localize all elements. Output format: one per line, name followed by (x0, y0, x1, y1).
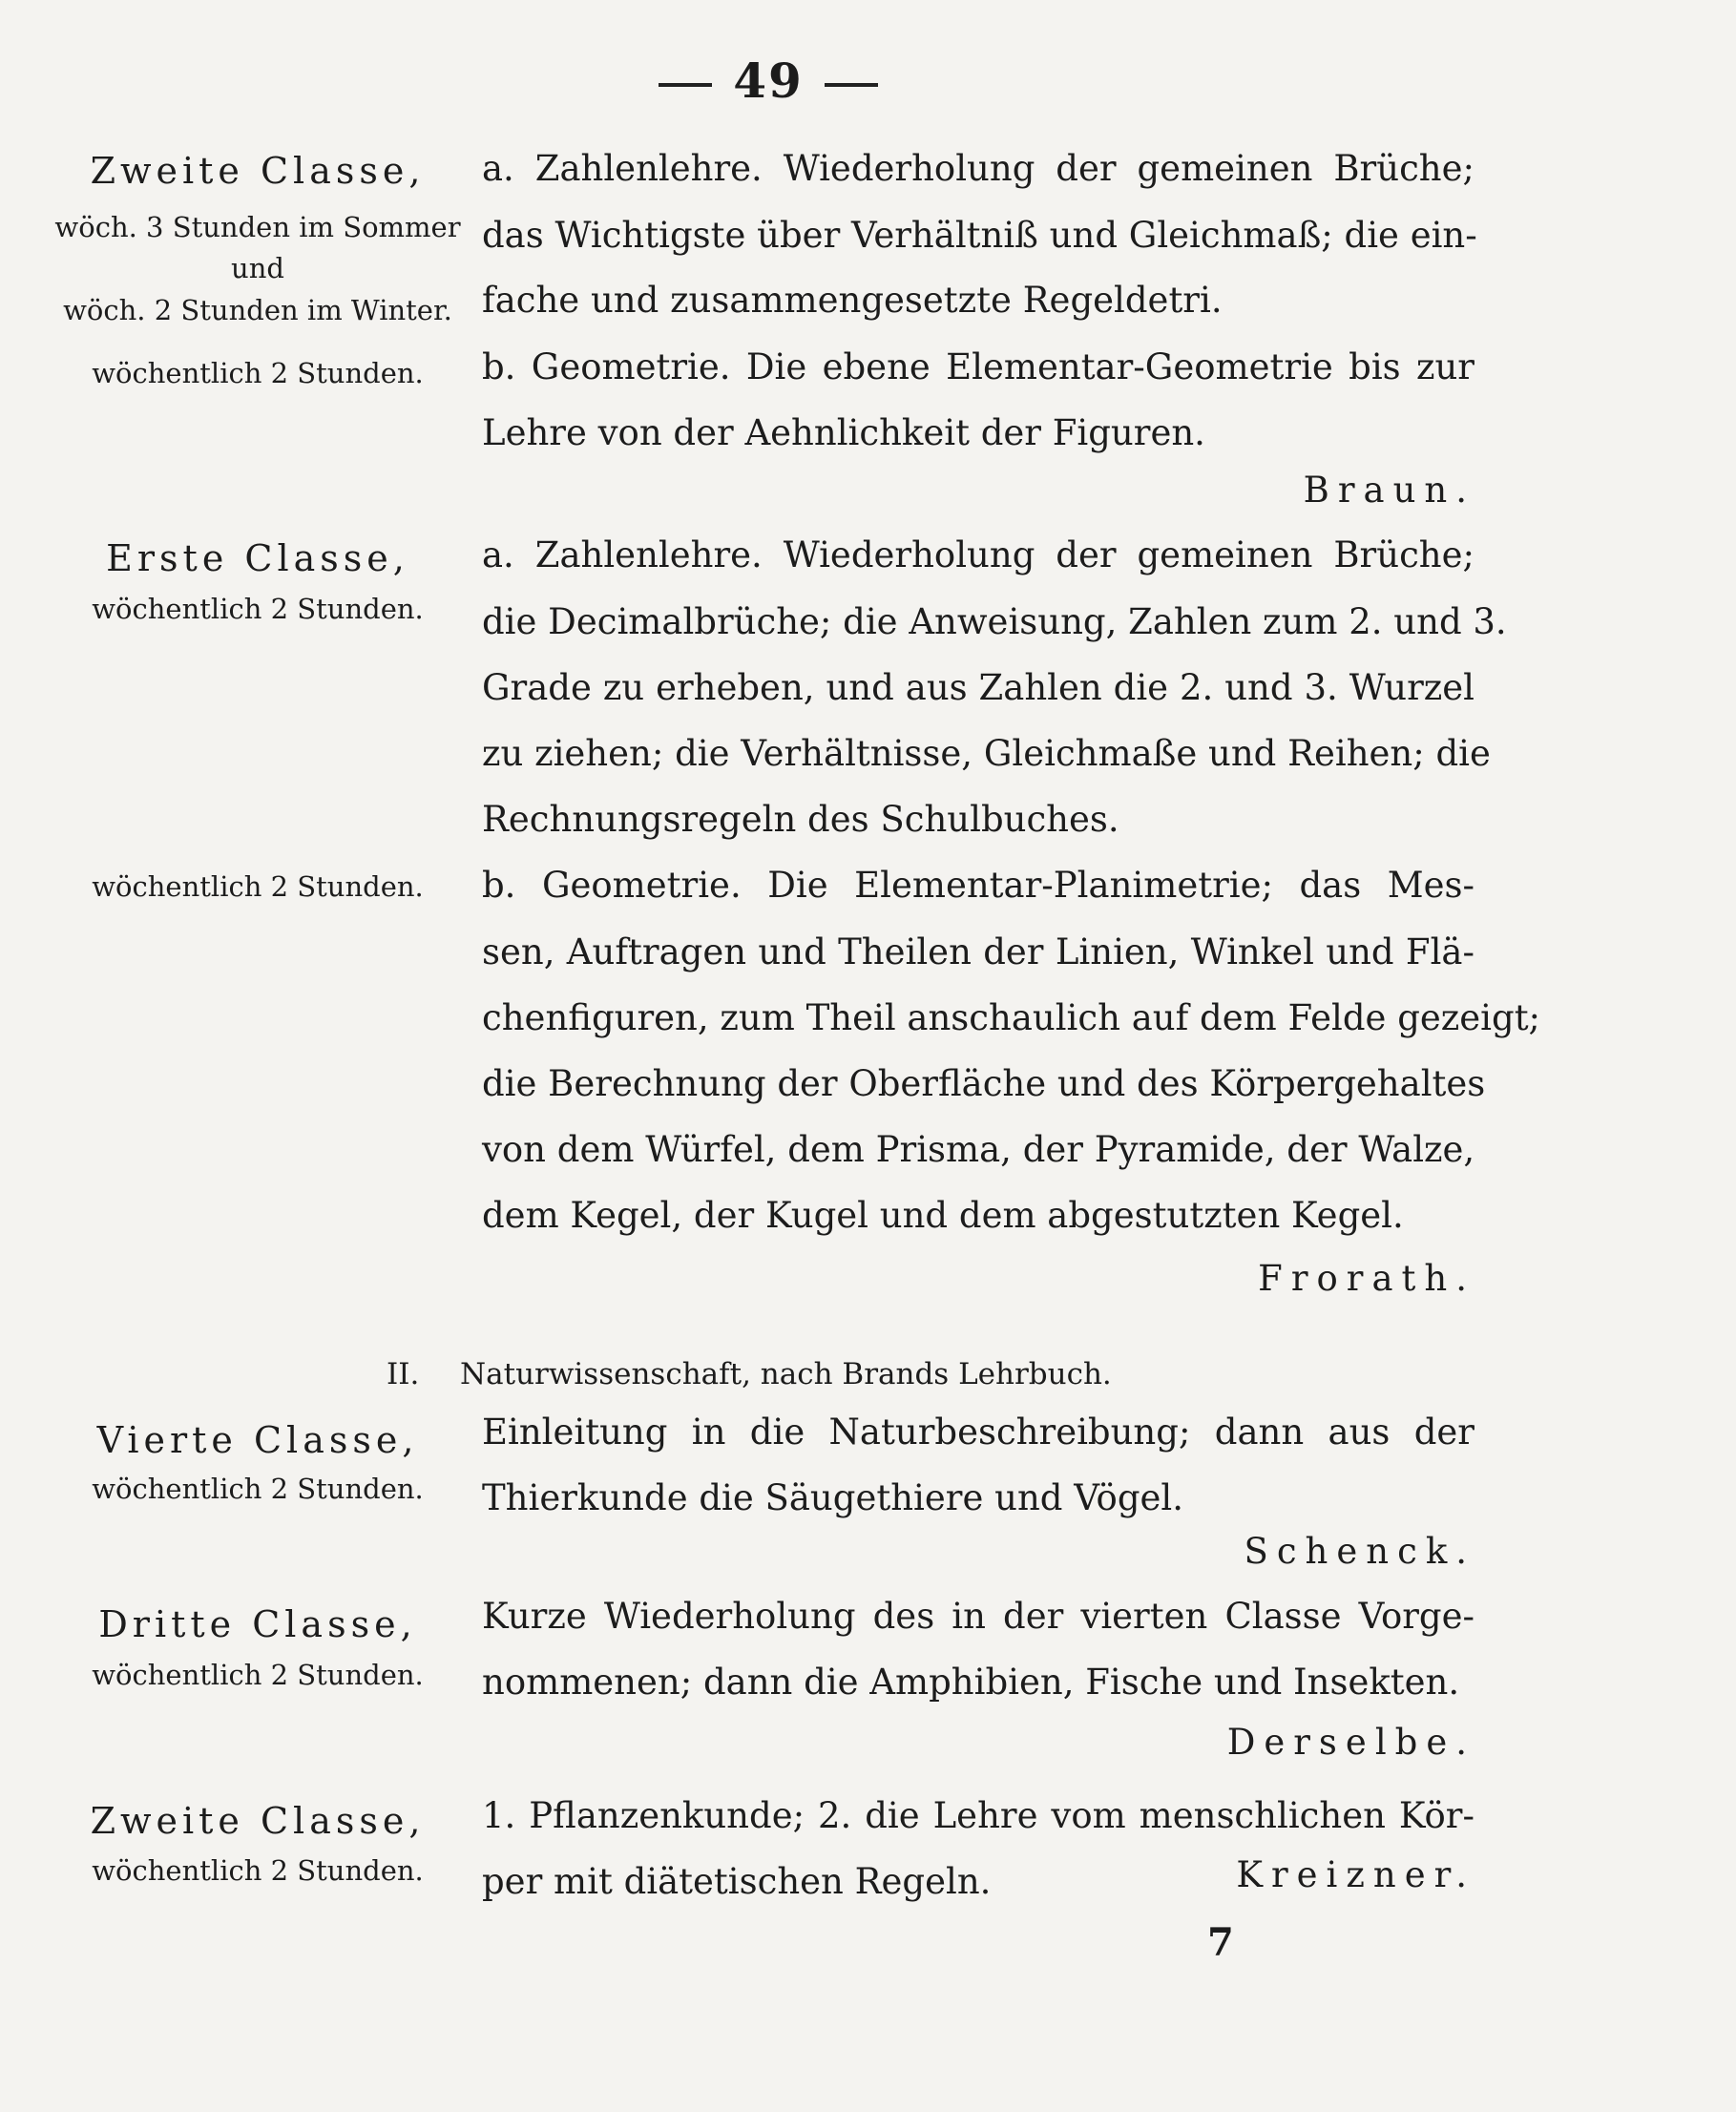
teacher-signature: Frorath. (1258, 1258, 1475, 1299)
schedule-note: und (231, 252, 284, 284)
text-line: Lehre von der Aehnlichkeit der Figuren. (482, 412, 1205, 453)
text-line: die Decimalbrüche; die Anweisung, Zahlen zum 2. und 3. (482, 601, 1507, 642)
class-title: Zweite Classe, (90, 1800, 426, 1842)
text-line: dem Kegel, der Kugel und dem abgestutzten Kegel. (482, 1195, 1404, 1236)
text-line: die Berechnung der Oberfläche und des Körpergehaltes (482, 1063, 1486, 1104)
text-line: per mit diätetischen Regeln. (482, 1861, 992, 1902)
text-line: sen, Auftragen und Theilen der Linien, Winkel und Flä- (482, 931, 1475, 972)
text-line: a. Zahlenlehre. Wiederholung der gemeinen Brüche; (482, 148, 1475, 189)
text-line: Rechnungsregeln des Schulbuches. (482, 799, 1119, 840)
schedule-note: wöch. 2 Stunden im Winter. (63, 294, 452, 326)
schedule-note: wöchentlich 2 Stunden. (92, 357, 424, 389)
schedule-note: wöchentlich 2 Stunden. (92, 1854, 424, 1887)
page-header (625, 52, 911, 109)
page-number: 49 (733, 52, 804, 109)
schedule-note: wöchentlich 2 Stunden. (92, 1473, 424, 1505)
section-numeral: II. (387, 1357, 420, 1391)
schedule-note: wöchentlich 2 Stunden. (92, 1659, 424, 1691)
text-line: Kurze Wiederholung des in der vierten Classe Vorge- (482, 1596, 1475, 1637)
signature-mark: 7 (1207, 1920, 1234, 1965)
text-line: b. Geometrie. Die ebene Elementar-Geometrie bis zur (482, 346, 1475, 387)
schedule-note: wöchentlich 2 Stunden. (92, 593, 424, 625)
text-line: von dem Würfel, dem Prisma, der Pyramide, der Walze, (482, 1129, 1475, 1170)
teacher-signature: Derselbe. (1226, 1722, 1475, 1763)
class-title: Dritte Classe, (98, 1603, 417, 1645)
text-line: a. Zahlenlehre. Wiederholung der gemeinen Brüche; (482, 534, 1475, 575)
schedule-note: wöch. 3 Stunden im Sommer (54, 211, 461, 243)
text-line: Einleitung in die Naturbeschreibung; dann aus der (482, 1411, 1475, 1453)
text-line: das Wichtigste über Verhältniß und Gleichmaß; die ein- (482, 215, 1477, 256)
text-line: chenfiguren, zum Theil anschaulich auf dem Felde gezeigt; (482, 997, 1541, 1038)
header-dash-right (825, 83, 878, 87)
teacher-signature: Braun. (1303, 470, 1475, 511)
text-line: fache und zusammengesetzte Regeldetri. (482, 280, 1223, 321)
section-heading: Naturwissenschaft, nach Brands Lehrbuch. (460, 1357, 1112, 1391)
text-line: Thierkunde die Säugethiere und Vögel. (482, 1477, 1183, 1518)
class-title: Erste Classe, (106, 537, 409, 579)
text-line: Grade zu erheben, und aus Zahlen die 2. und 3. Wurzel (482, 667, 1475, 708)
text-line: nommenen; dann die Amphibien, Fische und Insekten. (482, 1662, 1460, 1703)
class-title: Zweite Classe, (90, 150, 426, 192)
schedule-note: wöchentlich 2 Stunden. (92, 870, 424, 903)
text-line: zu ziehen; die Verhältnisse, Gleichmaße und Reihen; die (482, 733, 1491, 774)
header-dash-left (659, 83, 712, 87)
text-line: b. Geometrie. Die Elementar-Planimetrie; das Mes- (482, 865, 1475, 906)
class-title: Vierte Classe, (96, 1419, 419, 1461)
teacher-signature: Schenck. (1244, 1531, 1475, 1572)
teacher-signature: Kreizner. (1236, 1854, 1475, 1895)
text-line: 1. Pflanzenkunde; 2. die Lehre vom menschlichen Kör- (482, 1795, 1475, 1836)
